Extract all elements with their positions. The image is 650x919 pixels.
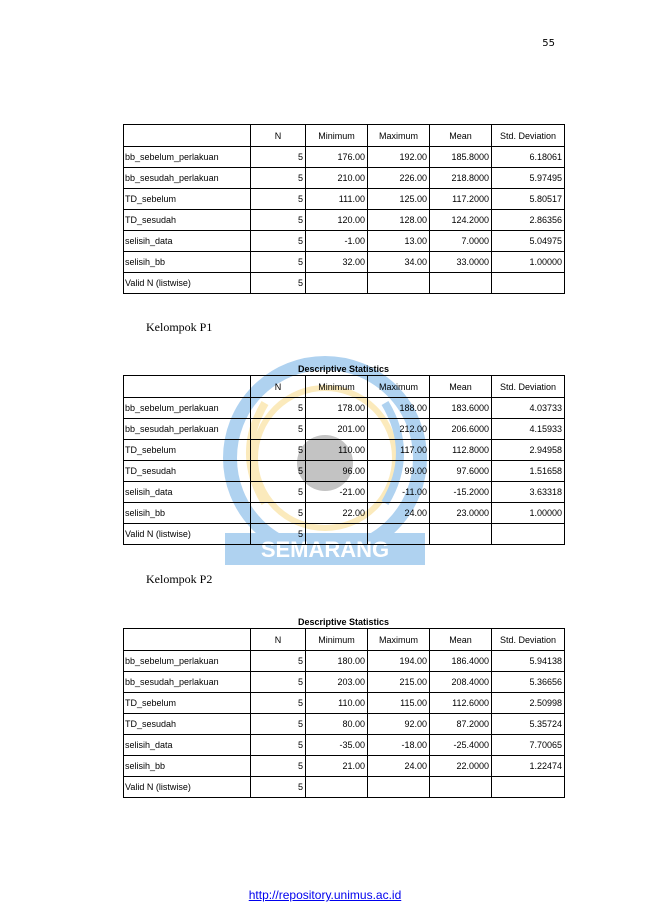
cell-n: 5: [251, 482, 306, 503]
table-row: [124, 777, 565, 798]
cell-mean: -25.4000: [430, 735, 492, 756]
column-header: [124, 125, 251, 147]
cell-max: 215.00: [368, 672, 430, 693]
cell-max: 115.00: [368, 693, 430, 714]
column-header: Maximum: [368, 376, 430, 398]
column-header: [124, 629, 251, 651]
cell-mean: 206.6000: [430, 419, 492, 440]
cell-label: selisih_data: [124, 231, 251, 252]
cell-min: [306, 524, 368, 545]
cell-label: bb_sebelum_perlakuan: [124, 398, 251, 419]
table-title: Descriptive Statistics: [297, 364, 390, 374]
caption-kelompok-p1: Kelompok P1: [146, 320, 213, 334]
repository-link[interactable]: http://repository.unimus.ac.id: [248, 888, 402, 902]
cell-label: bb_sebelum_perlakuan: [124, 651, 251, 672]
cell-min: 110.00: [306, 440, 368, 461]
cell-max: 125.00: [368, 189, 430, 210]
cell-label: TD_sebelum: [124, 440, 251, 461]
cell-sd: 3.63318: [492, 482, 565, 503]
cell-min: 111.00: [306, 189, 368, 210]
table-row: [124, 651, 565, 672]
cell-n: 5: [251, 524, 306, 545]
cell-sd: [492, 524, 565, 545]
watermark-text: SEMARANG: [260, 537, 390, 562]
cell-mean: 22.0000: [430, 756, 492, 777]
cell-label: bb_sesudah_perlakuan: [124, 672, 251, 693]
cell-min: 120.00: [306, 210, 368, 231]
table-row: [124, 419, 565, 440]
table-row: [124, 210, 565, 231]
cell-min: 22.00: [306, 503, 368, 524]
table-row: [124, 189, 565, 210]
table-header-row: [124, 629, 565, 651]
cell-n: 5: [251, 189, 306, 210]
cell-sd: 6.18061: [492, 147, 565, 168]
cell-label: selisih_bb: [124, 756, 251, 777]
cell-sd: 2.86356: [492, 210, 565, 231]
cell-mean: 183.6000: [430, 398, 492, 419]
cell-mean: -15.2000: [430, 482, 492, 503]
cell-max: 99.00: [368, 461, 430, 482]
cell-min: -35.00: [306, 735, 368, 756]
cell-label: Valid N (listwise): [124, 524, 251, 545]
table-row: [124, 693, 565, 714]
table-row: [124, 714, 565, 735]
table-row: [124, 231, 565, 252]
cell-mean: [430, 524, 492, 545]
cell-max: 24.00: [368, 503, 430, 524]
stats-table: [123, 124, 565, 294]
table-row: [124, 273, 565, 294]
column-header: Minimum: [306, 629, 368, 651]
cell-label: selisih_bb: [124, 503, 251, 524]
cell-mean: 185.8000: [430, 147, 492, 168]
table-row: [124, 252, 565, 273]
cell-max: -18.00: [368, 735, 430, 756]
column-header: Mean: [430, 629, 492, 651]
cell-sd: 5.35724: [492, 714, 565, 735]
cell-label: bb_sesudah_perlakuan: [124, 419, 251, 440]
cell-label: selisih_bb: [124, 252, 251, 273]
descriptive-stats-table-2: [123, 363, 564, 545]
cell-label: selisih_data: [124, 735, 251, 756]
cell-label: selisih_data: [124, 482, 251, 503]
cell-n: 5: [251, 252, 306, 273]
cell-max: 226.00: [368, 168, 430, 189]
cell-mean: 97.6000: [430, 461, 492, 482]
cell-n: 5: [251, 398, 306, 419]
cell-max: 192.00: [368, 147, 430, 168]
cell-sd: 2.94958: [492, 440, 565, 461]
cell-n: 5: [251, 210, 306, 231]
caption-kelompok-p2: Kelompok P2: [146, 572, 213, 586]
cell-sd: 1.00000: [492, 503, 565, 524]
table-row: [124, 735, 565, 756]
cell-n: 5: [251, 735, 306, 756]
cell-mean: 33.0000: [430, 252, 492, 273]
cell-label: bb_sesudah_perlakuan: [124, 168, 251, 189]
cell-sd: 2.50998: [492, 693, 565, 714]
stats-table: [123, 375, 565, 545]
cell-n: 5: [251, 440, 306, 461]
cell-min: 210.00: [306, 168, 368, 189]
descriptive-stats-table-1: [123, 124, 564, 294]
column-header: N: [251, 629, 306, 651]
cell-n: 5: [251, 419, 306, 440]
cell-max: 128.00: [368, 210, 430, 231]
cell-sd: 5.80517: [492, 189, 565, 210]
column-header: Mean: [430, 125, 492, 147]
cell-max: 13.00: [368, 231, 430, 252]
cell-max: 117.00: [368, 440, 430, 461]
cell-min: 21.00: [306, 756, 368, 777]
column-header: Maximum: [368, 629, 430, 651]
cell-n: 5: [251, 777, 306, 798]
column-header: Std. Deviation: [492, 629, 565, 651]
cell-mean: 87.2000: [430, 714, 492, 735]
column-header: N: [251, 376, 306, 398]
table-row: [124, 524, 565, 545]
column-header: N: [251, 125, 306, 147]
table-row: [124, 440, 565, 461]
table-header-row: [124, 376, 565, 398]
cell-max: 24.00: [368, 756, 430, 777]
column-header: Std. Deviation: [492, 376, 565, 398]
cell-min: 110.00: [306, 693, 368, 714]
cell-mean: 112.8000: [430, 440, 492, 461]
cell-mean: 23.0000: [430, 503, 492, 524]
cell-min: [306, 273, 368, 294]
column-header: Minimum: [306, 376, 368, 398]
cell-min: 180.00: [306, 651, 368, 672]
cell-label: Valid N (listwise): [124, 273, 251, 294]
table-row: [124, 756, 565, 777]
cell-max: [368, 777, 430, 798]
column-header: Mean: [430, 376, 492, 398]
stats-table: [123, 628, 565, 798]
cell-sd: 5.36656: [492, 672, 565, 693]
table-row: [124, 461, 565, 482]
cell-n: 5: [251, 651, 306, 672]
cell-label: Valid N (listwise): [124, 777, 251, 798]
cell-min: 96.00: [306, 461, 368, 482]
cell-mean: 208.4000: [430, 672, 492, 693]
table-row: [124, 482, 565, 503]
cell-mean: [430, 777, 492, 798]
table-row: [124, 672, 565, 693]
cell-min: -21.00: [306, 482, 368, 503]
cell-sd: 1.00000: [492, 252, 565, 273]
cell-mean: 7.0000: [430, 231, 492, 252]
cell-min: -1.00: [306, 231, 368, 252]
cell-sd: 1.22474: [492, 756, 565, 777]
cell-min: 176.00: [306, 147, 368, 168]
cell-max: 34.00: [368, 252, 430, 273]
cell-label: TD_sesudah: [124, 461, 251, 482]
cell-max: 188.00: [368, 398, 430, 419]
cell-sd: 4.15933: [492, 419, 565, 440]
cell-n: 5: [251, 461, 306, 482]
cell-sd: 4.03733: [492, 398, 565, 419]
page-number: 55: [542, 38, 555, 49]
cell-n: 5: [251, 693, 306, 714]
cell-mean: 218.8000: [430, 168, 492, 189]
cell-mean: [430, 273, 492, 294]
cell-max: [368, 273, 430, 294]
cell-n: 5: [251, 168, 306, 189]
table-title: Descriptive Statistics: [297, 617, 390, 627]
cell-min: 201.00: [306, 419, 368, 440]
table-row: [124, 398, 565, 419]
cell-n: 5: [251, 147, 306, 168]
table-row: [124, 503, 565, 524]
cell-sd: 5.04975: [492, 231, 565, 252]
cell-label: bb_sebelum_perlakuan: [124, 147, 251, 168]
cell-min: 32.00: [306, 252, 368, 273]
cell-min: [306, 777, 368, 798]
cell-min: 80.00: [306, 714, 368, 735]
cell-mean: 186.4000: [430, 651, 492, 672]
cell-sd: 5.94138: [492, 651, 565, 672]
cell-sd: [492, 777, 565, 798]
cell-sd: 5.97495: [492, 168, 565, 189]
cell-max: 212.00: [368, 419, 430, 440]
column-header: Maximum: [368, 125, 430, 147]
cell-sd: 7.70065: [492, 735, 565, 756]
cell-label: TD_sebelum: [124, 189, 251, 210]
cell-mean: 112.6000: [430, 693, 492, 714]
cell-n: 5: [251, 672, 306, 693]
cell-max: -11.00: [368, 482, 430, 503]
table-row: [124, 147, 565, 168]
cell-max: 92.00: [368, 714, 430, 735]
cell-label: TD_sesudah: [124, 714, 251, 735]
cell-n: 5: [251, 231, 306, 252]
column-header: [124, 376, 251, 398]
cell-min: 178.00: [306, 398, 368, 419]
cell-mean: 117.2000: [430, 189, 492, 210]
cell-n: 5: [251, 714, 306, 735]
cell-mean: 124.2000: [430, 210, 492, 231]
cell-n: 5: [251, 503, 306, 524]
column-header: Std. Deviation: [492, 125, 565, 147]
table-header-row: [124, 125, 565, 147]
cell-label: TD_sesudah: [124, 210, 251, 231]
descriptive-stats-table-3: [123, 616, 564, 798]
table-row: [124, 168, 565, 189]
column-header: Minimum: [306, 125, 368, 147]
cell-max: 194.00: [368, 651, 430, 672]
cell-n: 5: [251, 273, 306, 294]
cell-min: 203.00: [306, 672, 368, 693]
cell-n: 5: [251, 756, 306, 777]
cell-sd: 1.51658: [492, 461, 565, 482]
cell-max: [368, 524, 430, 545]
cell-label: TD_sebelum: [124, 693, 251, 714]
cell-sd: [492, 273, 565, 294]
